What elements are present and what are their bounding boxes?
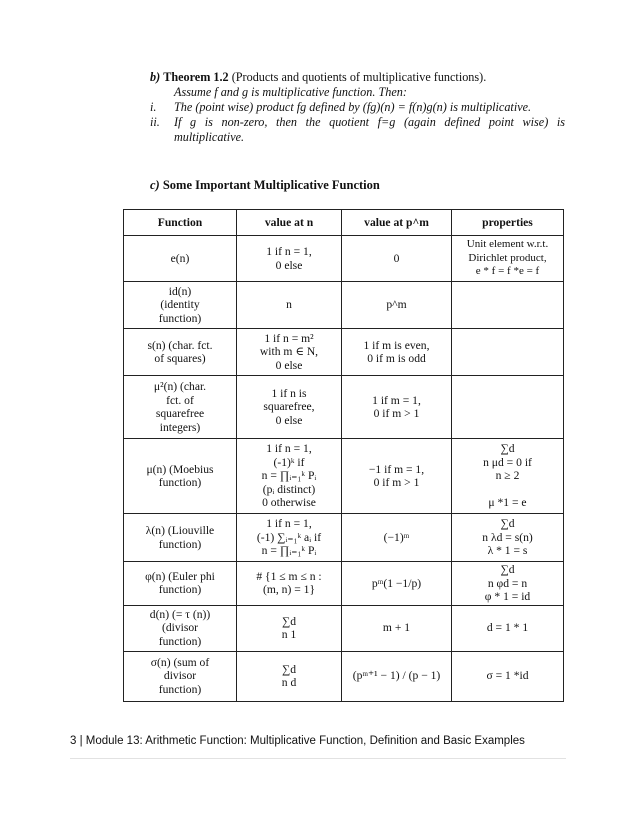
theorem-item-number: ii. bbox=[150, 115, 160, 129]
theorem-heading bbox=[150, 70, 565, 85]
multiplicative-functions-table bbox=[123, 209, 564, 702]
cell-properties: σ = 1 *id bbox=[452, 651, 564, 701]
header-function: Function bbox=[124, 210, 237, 236]
theorem-item-text: If g is non-zero, then the quotient f=g (again defined point wise) is multiplicative. bbox=[174, 115, 565, 144]
cell-value-at-n: 1 if n = m² with m ∈ N, 0 else bbox=[237, 329, 342, 376]
table-row bbox=[124, 282, 564, 329]
cell-function: φ(n) (Euler phi function) bbox=[124, 562, 237, 606]
cell-function: λ(n) (Liouville function) bbox=[124, 514, 237, 562]
cell-value-at-pm: pᵐ(1 −1/p) bbox=[342, 562, 452, 606]
cell-properties: Unit element w.r.t. Dirichlet product, e * f = f *e = f bbox=[452, 236, 564, 282]
cell-value-at-n: 1 if n = 1, 0 else bbox=[237, 236, 342, 282]
cell-properties: ∑d n φd = n φ * 1 = id bbox=[452, 562, 564, 606]
theorem-assumption: Assume f and g is multiplicative function. Then: bbox=[174, 85, 407, 99]
cell-value-at-pm: p^m bbox=[342, 282, 452, 329]
cell-value-at-n: ∑d n d bbox=[237, 651, 342, 701]
cell-properties: ∑d n μd = 0 if n ≥ 2 μ *1 = e bbox=[452, 439, 564, 514]
cell-function: σ(n) (sum of divisor function) bbox=[124, 651, 237, 701]
page-footer: 3 | Module 13: Arithmetic Function: Multiplicative Function, Definition and Basic Examples bbox=[70, 735, 525, 747]
section-label: c) bbox=[150, 178, 160, 192]
theorem-item bbox=[150, 100, 565, 115]
cell-value-at-n: # {1 ≤ m ≤ n : (m, n) = 1} bbox=[237, 562, 342, 606]
table-body bbox=[124, 236, 564, 702]
header-properties: properties bbox=[452, 210, 564, 236]
cell-properties: d = 1 * 1 bbox=[452, 605, 564, 651]
cell-properties bbox=[452, 282, 564, 329]
cell-properties bbox=[452, 329, 564, 376]
cell-value-at-n: 1 if n is squarefree, 0 else bbox=[237, 376, 342, 439]
cell-properties: ∑d n λd = s(n) λ * 1 = s bbox=[452, 514, 564, 562]
section-heading bbox=[150, 178, 380, 193]
table-row bbox=[124, 562, 564, 606]
table-row bbox=[124, 651, 564, 701]
theorem-item bbox=[150, 115, 565, 145]
theorem-label: b) bbox=[150, 70, 161, 84]
cell-function: d(n) (= τ (n)) (divisor function) bbox=[124, 605, 237, 651]
cell-value-at-pm: (pᵐ⁺¹ − 1) / (p − 1) bbox=[342, 651, 452, 701]
cell-value-at-n: ∑d n 1 bbox=[237, 605, 342, 651]
cell-function: e(n) bbox=[124, 236, 237, 282]
cell-value-at-n: 1 if n = 1, (-1)ᵏ if n = ∏ᵢ₌₁ᵏ Pᵢ (pᵢ distinct) 0 otherwise bbox=[237, 439, 342, 514]
table-row bbox=[124, 514, 564, 562]
cell-function: μ²(n) (char. fct. of squarefree integers) bbox=[124, 376, 237, 439]
table-row bbox=[124, 329, 564, 376]
cell-function: s(n) (char. fct. of squares) bbox=[124, 329, 237, 376]
table-header-row bbox=[124, 210, 564, 236]
table-row bbox=[124, 439, 564, 514]
cell-value-at-pm: m + 1 bbox=[342, 605, 452, 651]
cell-value-at-pm: (−1)ᵐ bbox=[342, 514, 452, 562]
header-value-at-pm: value at p^m bbox=[342, 210, 452, 236]
table-row bbox=[124, 605, 564, 651]
header-value-at-n: value at n bbox=[237, 210, 342, 236]
theorem-item-number: i. bbox=[150, 100, 157, 114]
cell-properties bbox=[452, 376, 564, 439]
cell-function: id(n) (identity function) bbox=[124, 282, 237, 329]
cell-function: μ(n) (Moebius function) bbox=[124, 439, 237, 514]
footer-divider bbox=[70, 758, 566, 759]
theorem-subtitle: (Products and quotients of multiplicative functions). bbox=[231, 70, 487, 84]
table-row bbox=[124, 236, 564, 282]
theorem-block bbox=[150, 70, 565, 145]
cell-value-at-n: 1 if n = 1, (-1) ∑ᵢ₌₁ᵏ aᵢ if n = ∏ᵢ₌₁ᵏ Pᵢ bbox=[237, 514, 342, 562]
table-row bbox=[124, 376, 564, 439]
cell-value-at-pm: −1 if m = 1, 0 if m > 1 bbox=[342, 439, 452, 514]
cell-value-at-pm: 0 bbox=[342, 236, 452, 282]
cell-value-at-n: n bbox=[237, 282, 342, 329]
theorem-title: Theorem 1.2 bbox=[163, 70, 229, 84]
cell-value-at-pm: 1 if m is even, 0 if m is odd bbox=[342, 329, 452, 376]
theorem-item-text: The (point wise) product fg defined by (fg)(n) = f(n)g(n) is multiplicative. bbox=[174, 100, 532, 114]
section-title: Some Important Multiplicative Function bbox=[162, 178, 380, 192]
cell-value-at-pm: 1 if m = 1, 0 if m > 1 bbox=[342, 376, 452, 439]
